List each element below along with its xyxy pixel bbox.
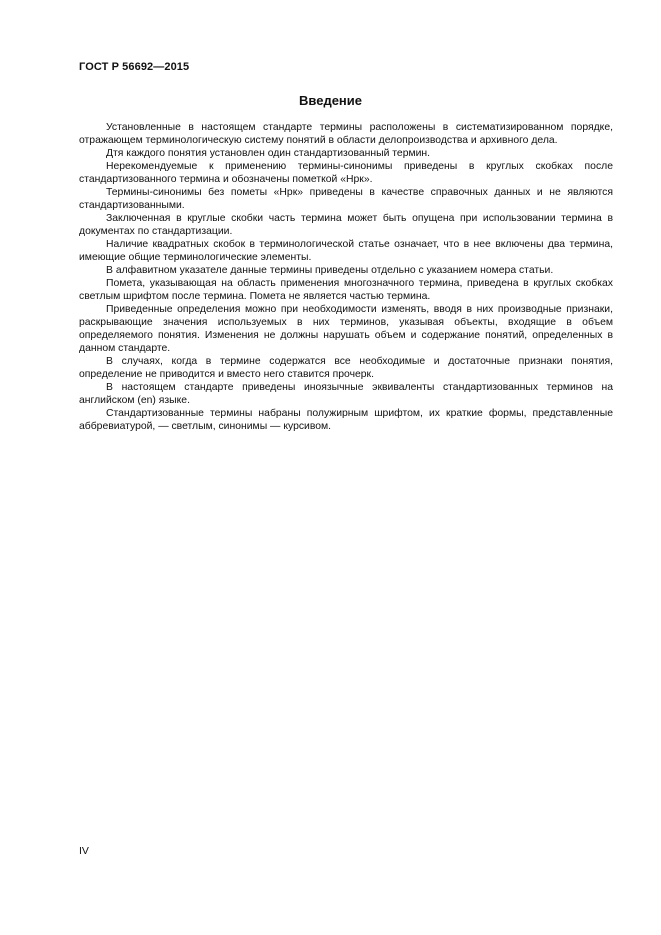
paragraph: Помета, указывающая на область применения многозначного термина, приведена в круглых скобках светлым шрифтом после термина. Помета не является частью термина. [79, 278, 613, 302]
paragraph: В алфавитном указателе данные термины приведены отдельно с указанием номера статьи. [106, 265, 554, 276]
document-code-header: ГОСТ Р 56692—2015 [79, 61, 190, 73]
paragraph: Стандартизованные термины набраны полужирным шрифтом, их краткие формы, представленные аббревиатурой, — светлым, синонимы — курсивом. [79, 408, 613, 432]
paragraph: Установленные в настоящем стандарте термины расположены в систематизированном порядке, отражающем терминологическую систему понятий в области делопроизводства и архивного дела. [79, 122, 613, 146]
page-number: IV [79, 845, 89, 857]
paragraph: Нерекомендуемые к применению термины-синонимы приведены в круглых скобках после стандартизованного термина и обозначены пометкой «Нрк». [79, 161, 613, 185]
paragraph: Приведенные определения можно при необходимости изменять, вводя в них производные признаки, раскрывающие значения используемых в них терминов, указывая объекты, входящие в объем определяемого понятия. Изменения не должны нарушать объем и содержание понятий, определенных в данном стандарте. [79, 304, 613, 354]
section-title: Введение [299, 93, 362, 108]
paragraph: В случаях, когда в термине содержатся все необходимые и достаточные признаки понятия, определение не приводится и вместо него ставится прочерк. [79, 356, 613, 380]
paragraph: Заключенная в круглые скобки часть термина может быть опущена при использовании термина в документах по стандартизации. [79, 213, 613, 237]
paragraph: В настоящем стандарте приведены иноязычные эквиваленты стандартизованных терминов на английском (en) языке. [79, 382, 613, 406]
paragraph: Наличие квадратных скобок в терминологической статье означает, что в нее включены два термина, имеющие общие терминологические элементы. [79, 239, 613, 263]
paragraph: Дтя каждого понятия установлен один стандартизованный термин. [106, 148, 431, 159]
introduction-body [79, 121, 613, 433]
paragraph: Термины-синонимы без пометы «Нрк» приведены в качестве справочных данных и не являются стандартизованными. [79, 187, 613, 211]
